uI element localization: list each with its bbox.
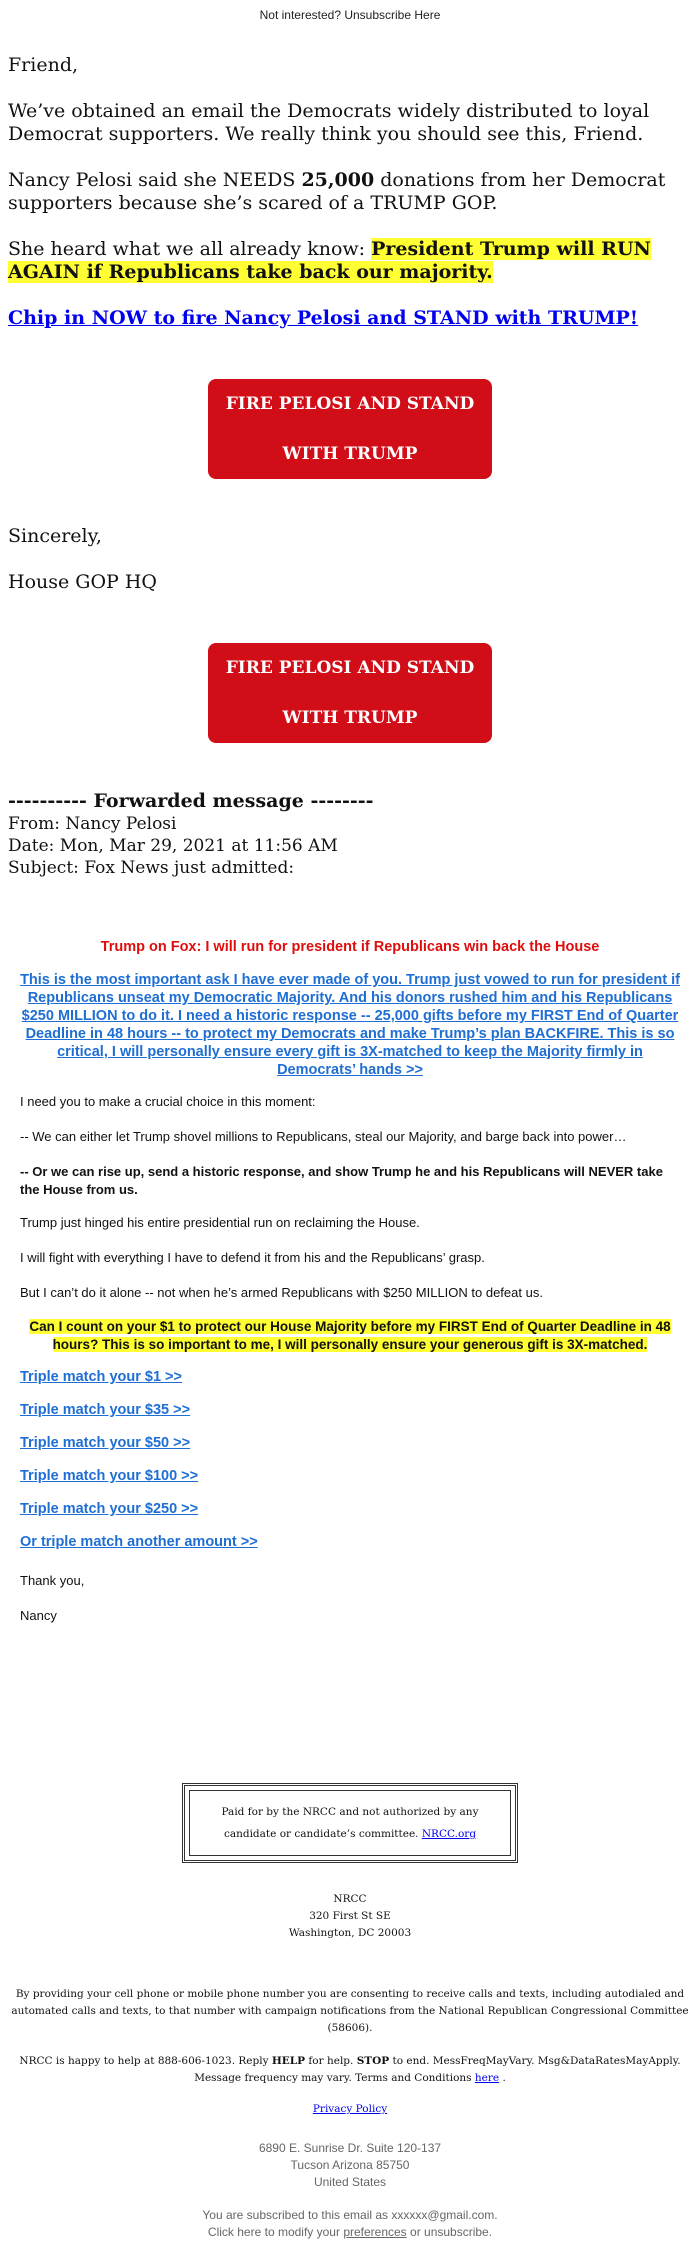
fire-pelosi-button[interactable]: FIRE PELOSI AND STAND WITH TRUMP	[208, 379, 492, 479]
intro-paragraph: We’ve obtained an email the Democrats widely distributed to loyal Democrat supporters. We really think you should see this, Friend.	[8, 100, 650, 145]
button-row-2	[0, 643, 700, 743]
body-paragraph-bold: -- Or we can rise up, send a historic response, and show Trump he and his Republicans will NEVER take the House from us.	[20, 1164, 663, 1197]
forwarded-title: ---------- Forwarded message --------	[8, 790, 374, 812]
run-again-paragraph: She heard what we all already know: President Trump will RUN AGAIN if Republicans take back our majority.	[8, 238, 651, 283]
unsubscribe-text[interactable]: Not interested? Unsubscribe Here	[259, 8, 441, 22]
paid-for-box	[182, 1783, 518, 1863]
match-link-list	[20, 1369, 680, 1567]
preferences-link[interactable]: preferences	[343, 2225, 407, 2239]
needs-paragraph: Nancy Pelosi said she NEEDS 25,000 donations from her Democrat supporters because she’s scared of a TRUMP GOP.	[8, 169, 666, 214]
terms-link[interactable]: here	[474, 2072, 500, 2084]
button-row-1	[0, 379, 700, 479]
nrcc-link[interactable]: NRCC.org	[421, 1828, 477, 1840]
match-link-50[interactable]: Triple match your $50 >>	[20, 1435, 191, 1451]
match-link-1[interactable]: Triple match your $1 >>	[20, 1369, 182, 1385]
historic-ask-link[interactable]: This is the most important ask I have ever made of you. Trump just vowed to run for president if Republicans unseat my Democratic Majority. And his donors rushed him and his Republicans $250 MILLION to do it. I need a historic response -- 25,000 gifts before my FIRST End of Quarter Deadline in 48 hours -- to protect my Democrats and make Trump’s plan BACKFIRE. This is so critical, I will personally ensure every gift is 3X-matched to keep the Majority firmly in Democrats’ hands >>	[20, 972, 680, 1078]
modify-row: Click here to modify your preferences or unsubscribe.	[207, 2225, 493, 2239]
help-text: NRCC is happy to help at 888-606-1023. Reply HELP for help. STOP to end. MessFreqMayVary. Msg&DataRatesMayApply. Message frequency may vary. Terms and Conditions here .	[19, 2055, 681, 2084]
letter-body	[0, 54, 700, 330]
body-paragraph: -- We can either let Trump shovel millions to Republicans, steal our Majority, and barge back into power…	[20, 1129, 627, 1144]
chip-in-link[interactable]: Chip in NOW to fire Nancy Pelosi and STAND with TRUMP!	[8, 307, 639, 329]
thank-you: Thank you,	[20, 1573, 85, 1588]
match-link-100[interactable]: Triple match your $100 >>	[20, 1468, 199, 1484]
sincerely: Sincerely,	[8, 525, 102, 547]
forwarded-subject: Subject: Fox News just admitted:	[8, 858, 295, 878]
disclaimer-container	[0, 1783, 700, 1863]
body-paragraph: I will fight with everything I have to defend it from his and the Republicans’ grasp.	[20, 1250, 485, 1265]
match-link-250[interactable]: Triple match your $250 >>	[20, 1501, 199, 1517]
highlighted-ask: Can I count on your $1 to protect our House Majority before my FIRST End of Quarter Deadline in 48 hours? This is so important to me, I will personally ensure your generous gift is 3X-matched.	[29, 1319, 671, 1352]
mailing-address: NRCC 320 First St SE Washington, DC 20003	[288, 1893, 412, 1939]
match-link-other[interactable]: Or triple match another amount >>	[20, 1534, 258, 1550]
paid-for-text: Paid for by the NRCC and not authorized by any candidate or candidate’s committee.	[221, 1806, 479, 1840]
fire-pelosi-button-2[interactable]: FIRE PELOSI AND STAND WITH TRUMP	[208, 643, 492, 743]
body-paragraph: I need you to make a crucial choice in this moment:	[20, 1094, 316, 1109]
forwarded-body	[0, 938, 700, 1625]
company-address: 6890 E. Sunrise Dr. Suite 120-137 Tucson Arizona 85750 United States	[258, 2141, 442, 2189]
forwarded-date: Date: Mon, Mar 29, 2021 at 11:56 AM	[8, 836, 338, 856]
privacy-row	[0, 2101, 700, 2118]
highlighted-claim: President Trump will RUN AGAIN if Republicans take back our majority.	[8, 238, 651, 283]
greeting: Friend,	[8, 54, 79, 76]
donations-count: 25,000	[301, 169, 375, 191]
body-paragraph: Trump just hinged his entire presidential run on reclaiming the House.	[20, 1215, 420, 1230]
forwarded-from: From: Nancy Pelosi	[8, 814, 177, 834]
subscription-info	[0, 2207, 700, 2241]
match-link-35[interactable]: Triple match your $35 >>	[20, 1402, 191, 1418]
subscribed-email: You are subscribed to this email as xxxxxx@gmail.com.	[202, 2208, 498, 2222]
forwarded-headline: Trump on Fox: I will run for president if Republicans win back the House	[100, 939, 600, 955]
privacy-policy-link[interactable]: Privacy Policy	[312, 2103, 388, 2115]
unsubscribe-link[interactable]	[0, 0, 700, 28]
consent-text: By providing your cell phone or mobile phone number you are consenting to receive calls and texts, including autodialed and automated calls and texts, to that number with campaign notifications from the National Republican Congressional Committee (58606).	[11, 1988, 689, 2034]
body-paragraph: But I can’t do it alone -- not when he’s armed Republicans with $250 MILLION to defeat us.	[20, 1285, 543, 1300]
forwarded-header	[0, 790, 700, 879]
signoff-name: House GOP HQ	[8, 571, 158, 593]
signature-name: Nancy	[20, 1608, 57, 1623]
signoff-block	[0, 525, 700, 594]
